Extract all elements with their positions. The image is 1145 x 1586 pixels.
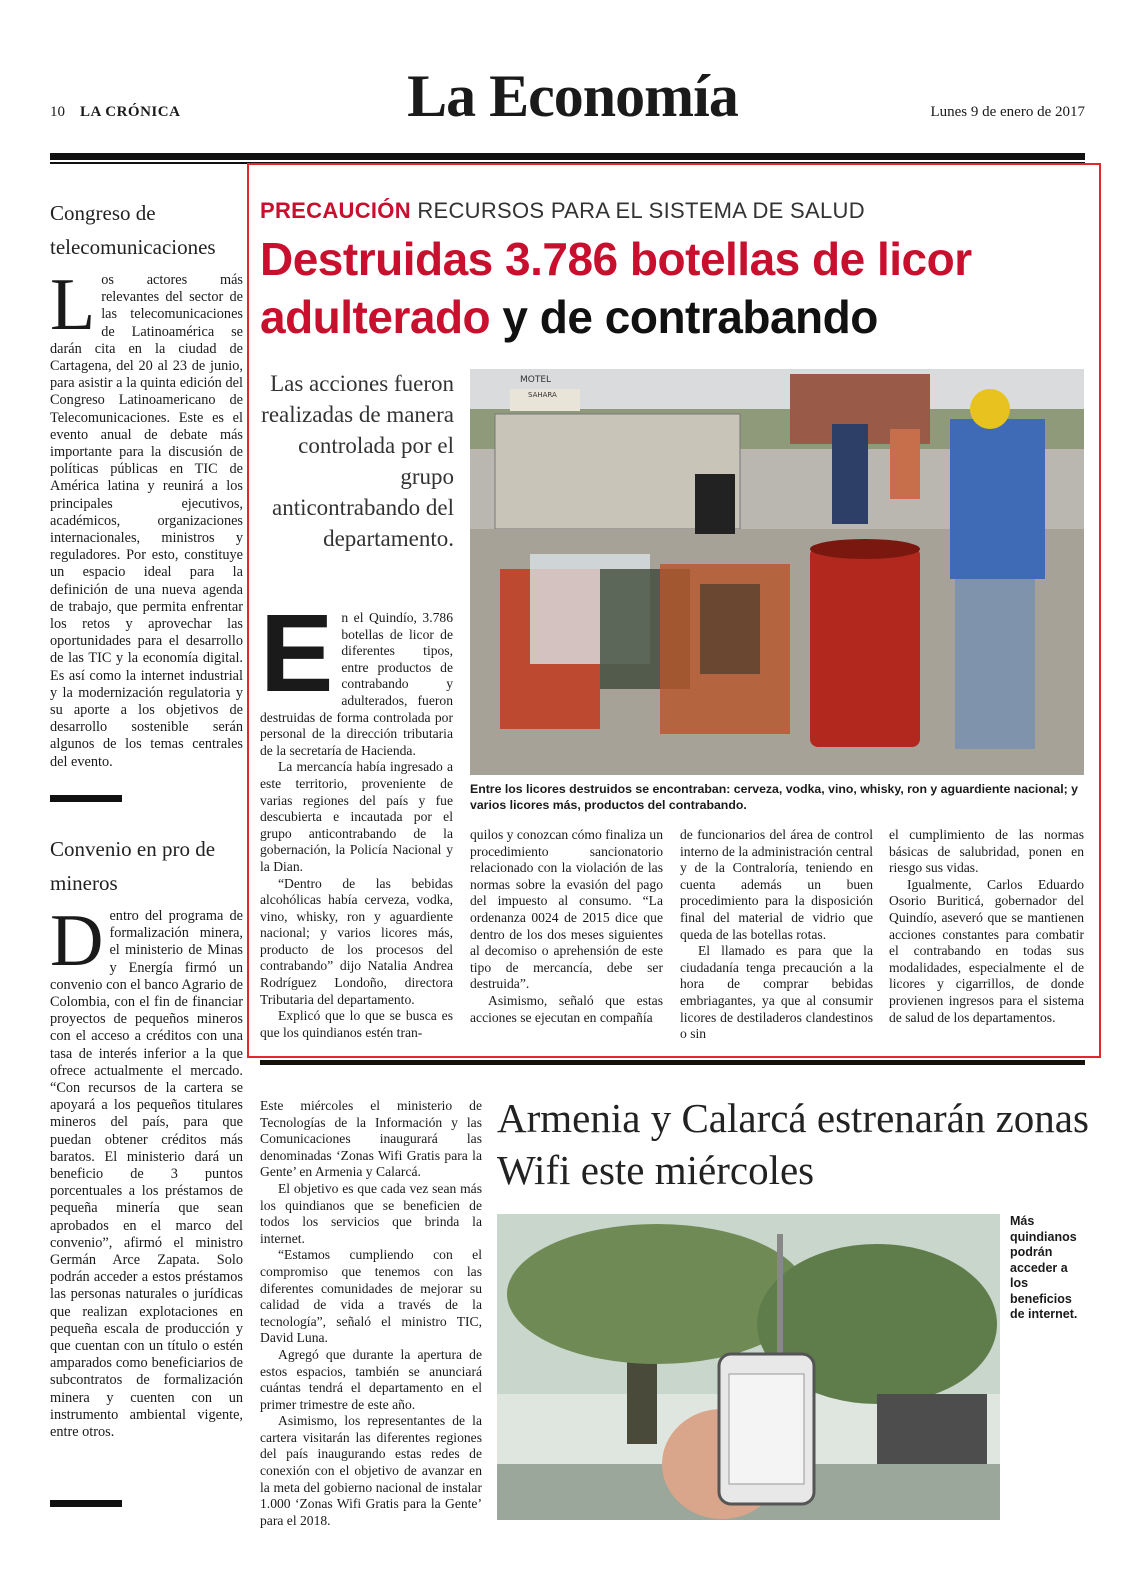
story-paragraph: Igualmente, Carlos Eduardo Osorio Buriticá, gobernador del Quindío, aseveró que se mantienen acciones constantes para combatir el contrabando en todas sus modalidades, especialmente el de licores y cigarrillos, de donde provienen ingresos para el sistema de salud de los departamentos.: [889, 876, 1084, 1025]
sahara-sign: SAHARA: [528, 391, 557, 399]
story-paragraph: Explicó que lo que se busca es que los quindianos estén tran-: [260, 1008, 453, 1040]
sidebar-story-text: os actores más relevantes del sector de las telecomunicaciones de Latinoamérica se darán cita en la ciudad de Cartagena, del 20 al 23 de junio, para asistir a la quinta edición del Congreso Latinoamericano de Telecomunicaciones. Este es el evento anual de debate más importante para la discusión de políticas públicas en TIC de América latina y reunirá a los principales ejecutivos, académicos, organizaciones internacionales, ministros y reguladores. Por esto, constituye un espacio ideal para la definición de una nueva agenda de trabajo, que permita enfrentar los retos y aprovechar las oportunidades para el desarrollo de las TIC y la economía digital. Es así como la internet industrial y la modernización regulatoria y su aporte a los objetivos de desarrollo sostenible serán algunos de los temas centrales del evento.: [50, 272, 243, 770]
wifi-story-body: [260, 1098, 482, 1529]
sidebar-story-mineros: [50, 832, 243, 1441]
sidebar-story-body: [50, 264, 243, 771]
page-number: 10: [50, 104, 65, 120]
dropcap: E: [260, 592, 334, 715]
story-paragraph: de funcionarios del área de control interno de la administración central y de la Contraloría, teniendo en cuenta además un buen procedimiento para la disposición final del material de vidrio que queda de las botellas rotas.: [680, 827, 873, 942]
story-deck: Las acciones fueron realizadas de manera controlada por el grupo anticontrabando del departamento.: [261, 371, 454, 551]
story-column-4: [889, 827, 1084, 1026]
photo-caption: Entre los licores destruidos se encontraban: cerveza, vodka, vino, whisky, ron y aguardiente nacional; y varios licores más, productos del contrabando.: [470, 782, 1078, 812]
photo-caption: Más quindianos podrán acceder a los beneficios de internet.: [1010, 1214, 1078, 1321]
red-barrel: [810, 547, 920, 747]
sidebar-divider: [50, 1500, 122, 1507]
kicker-label: PRECAUCIÓN: [260, 198, 411, 223]
story-column-1: [260, 592, 453, 1041]
story-column-2: [470, 827, 663, 1026]
sidebar-story-title: Congreso de telecomunicaciones: [50, 201, 216, 259]
sidebar-story-body: [50, 900, 243, 1441]
publication-name: LA CRÓNICA: [80, 104, 181, 120]
story-paragraph: Agregó que durante la apertura de estos espacios, también se anunciará cuántas tendrá el departamento en el primer trimestre de este año.: [260, 1346, 482, 1412]
story-column-3: [680, 827, 873, 1043]
header-rule: [50, 153, 1085, 160]
story-paragraph: La mercancía había ingresado a este territorio, proveniente de varias regiones del país y fue descubierta e incautada por el grupo anticontrabando de la gobernación, la Policía Nacional y la Dian.: [260, 759, 453, 874]
wifi-story-headline: Armenia y Calarcá estrenarán zonas Wifi este miércoles: [497, 1095, 1089, 1193]
story-paragraph: Este miércoles el ministerio de Tecnologías de la Información y las Comunicaciones inaugurará las denominadas ‘Zonas Wifi Gratis para la Gente’ en Armenia y Calarcá.: [260, 1098, 482, 1180]
story-photo-phone: [497, 1214, 1000, 1520]
story-paragraph: “Dentro de las bebidas alcohólicas había cerveza, vodka, vino, whisky, ron y aguardiente nacional; y varios licores más, producto de los procesos del contrabando” dijo Natalia Andrea Rodríguez Londoño, directora Tributaria del departamento.: [260, 875, 453, 1007]
issue-date: Lunes 9 de enero de 2017: [930, 104, 1085, 120]
story-paragraph: el cumplimiento de las normas básicas de salubridad, ponen en riesgo sus vidas.: [889, 827, 1084, 876]
story-paragraph: El objetivo es que cada vez sean más los quindianos que se beneficien de todos los servicios que brinda la internet.: [260, 1180, 482, 1246]
story-paragraph: Asimismo, señaló que estas acciones se ejecutan en compañía: [470, 992, 663, 1025]
kicker-text: RECURSOS PARA EL SISTEMA DE SALUD: [410, 198, 865, 223]
sidebar-story-telecom: [50, 196, 243, 771]
headline-black: y de contrabando: [490, 291, 878, 343]
section-title: La Economía: [407, 63, 738, 129]
section-rule: [260, 1060, 1085, 1065]
story-paragraph: quilos y conozcan cómo finaliza un procedimiento sancionatorio relacionado con la violación de las normas sobre la evasión del pago del impuesto al consumo. “La ordenanza 0024 de 2015 dice que dentro de los dos meses siguientes al decomiso o aprehensión de este tipo de mercancía, debe ser destruida”.: [470, 827, 663, 992]
headline-red: Destruidas 3.786 botellas de licor adulterado: [260, 233, 972, 343]
story-kicker: [260, 198, 865, 224]
story-paragraph: Asimismo, los representantes de la cartera visitarán las diferentes regiones del país inaugurando estas redes de conexión con el objetivo de avanzar en la meta del gobierno nacional de instalar 1.000 ‘Zonas Wifi Gratis para la Gente’ para el 2018.: [260, 1413, 482, 1528]
story-paragraph: “Estamos cumpliendo con el compromiso que tenemos con las diferentes comunidades de mejorar su calidad de vida a través de la tecnología”, señaló el ministro TIC, David Luna.: [260, 1247, 482, 1346]
bottles-photo-illustration: [470, 369, 1084, 775]
story-paragraph: n el Quindío, 3.786 botellas de licor de diferentes tipos, entre productos de contrabando y adulterados, fueron destruidas de forma controlada por personal de la dirección tributaria de la secretaría de Hacienda.: [260, 610, 453, 758]
phone-photo-illustration: [497, 1214, 1000, 1520]
sidebar-story-text: entro del programa de formalización minera, el ministerio de Minas y Energía firmó un convenio con el banco Agrario de Colombia, con el fin de financiar proyectos de pequeños mineros con el acceso a créditos con una tasa de interés inferior a la que ofrece actualmente el mercado. “Con recursos de la cartera se apoyará a los pequeños titulares mineros del país, para que puedan obtener créditos más baratos. El ministerio dará un beneficio de 3 puntos porcentuales a los préstamos de pequeña minería que sean aprobados en el marco del convenio”, afirmó el ministro Germán Arce Zapata. Solo podrán acceder a estos préstamos las personas naturales o jurídicas que realizan explotaciones en pequeña escala de producción y que cuentan con un título o estén amparados como beneficiarios de subcontratos de formalización minera y cuenten con un instrumento ambiental vigente, entre otros.: [50, 908, 243, 1441]
dropcap: L: [50, 264, 96, 346]
motel-sign: MOTEL: [520, 375, 552, 385]
story-photo-bottles: [470, 369, 1084, 775]
sidebar-story-title: Convenio en pro de mineros: [50, 837, 216, 895]
story-headline: [260, 230, 1090, 346]
sidebar-divider: [50, 795, 122, 802]
dropcap: D: [50, 900, 104, 982]
story-paragraph: El llamado es para que la ciudadanía tenga precaución a la hora de comprar bebidas embriagantes, ya que al consumir licores de destiladeros clandestinos o sin: [680, 943, 873, 1042]
